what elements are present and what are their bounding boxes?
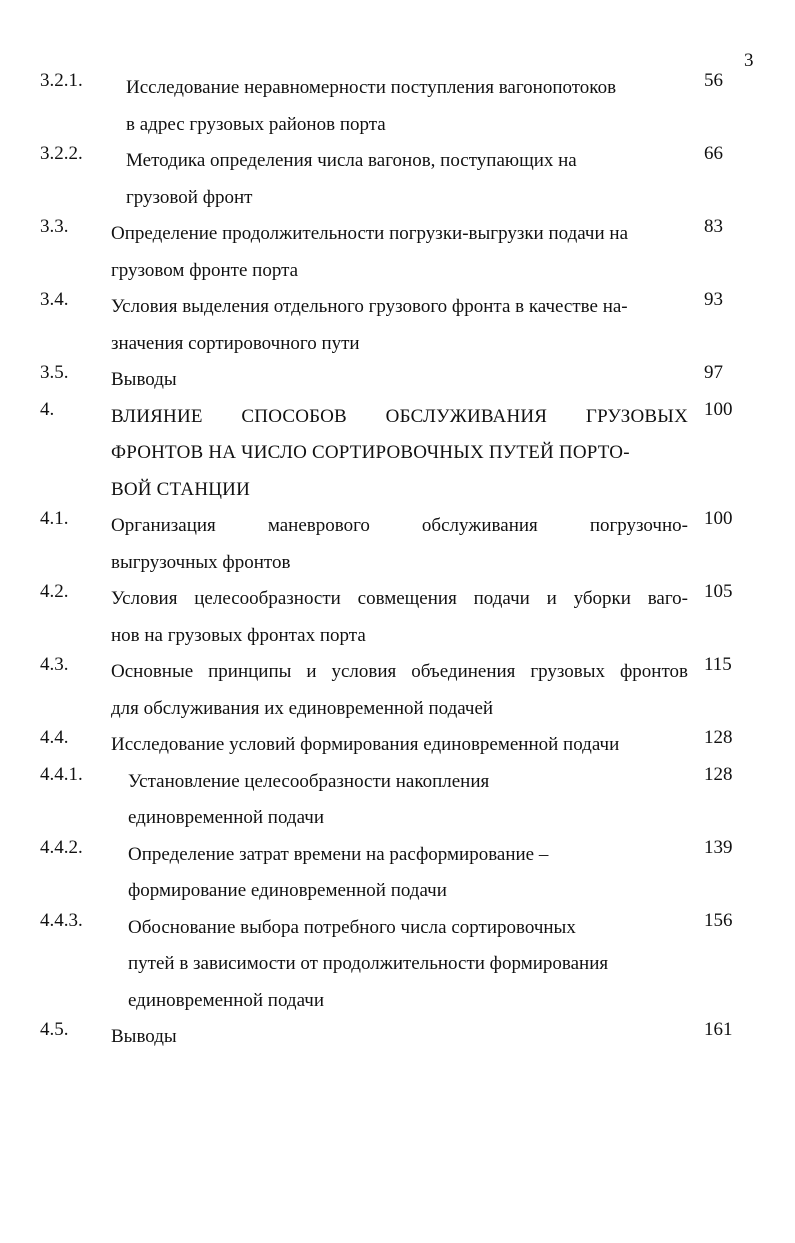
toc-entry-number: 4.: [40, 398, 55, 420]
toc-entry-number: 3.5.: [40, 362, 69, 383]
toc-entry-4-5: [0, 1019, 795, 1056]
toc-entry-line: Обоснование выбора потребного числа сортировочных: [128, 916, 576, 938]
toc-entry-page: 56: [704, 70, 723, 91]
toc-entry-3-4: [0, 289, 795, 362]
toc-entry-4-4-1: [0, 764, 795, 837]
toc-entry-number: 4.3.: [40, 654, 69, 675]
toc-entry-number: 4.2.: [40, 581, 69, 602]
toc-entry-line: Выводы: [111, 369, 177, 390]
toc-entry-3-5: [0, 362, 795, 399]
toc-entry-line: Исследование неравномерности поступления вагонопотоков: [126, 77, 617, 98]
toc-entry-number: 3.2.1.: [40, 70, 83, 91]
toc-entry-line: грузовом фронте порта: [111, 259, 299, 281]
toc-entry-page: 93: [704, 289, 723, 310]
toc-entry-4-3: [0, 654, 795, 727]
table-of-contents: [0, 70, 795, 1056]
toc-entry-3-2-1: [0, 70, 795, 143]
toc-entry-page: 97: [704, 362, 723, 383]
toc-entry-line: нов на грузовых фронтах порта: [111, 624, 366, 646]
toc-entry-3-3: [0, 216, 795, 289]
toc-entry-line: Организация маневрового обслуживания погрузочно-: [111, 515, 688, 536]
toc-entry-line: единовременной подачи: [128, 989, 324, 1011]
toc-entry-page: 100: [704, 508, 733, 529]
toc-entry-line: для обслуживания их единовременной подачей: [111, 697, 494, 719]
toc-entry-line: Установление целесообразности накопления: [128, 770, 490, 792]
toc-entry-4-4: [0, 727, 795, 764]
toc-entry-line: Методика определения числа вагонов, поступающих на: [126, 150, 577, 171]
page-number: 3: [744, 50, 754, 71]
toc-entry-line: Определение затрат времени на расформирование –: [128, 843, 549, 865]
toc-entry-number: 4.4.2.: [40, 836, 83, 858]
toc-entry-number: 3.3.: [40, 216, 69, 237]
toc-entry-4-4-3: [0, 910, 795, 1020]
toc-entry-line: ФРОНТОВ НА ЧИСЛО СОРТИРОВОЧНЫХ ПУТЕЙ ПОРТО-: [111, 442, 630, 463]
toc-entry-page: 115: [704, 654, 732, 675]
toc-entry-page: 139: [704, 836, 733, 858]
toc-entry-page: 128: [704, 727, 733, 748]
toc-entry-line: единовременной подачи: [128, 807, 324, 828]
toc-entry-page: 105: [704, 581, 733, 602]
toc-entry-line: Выводы: [111, 1026, 177, 1047]
toc-entry-page: 100: [704, 398, 733, 420]
toc-entry-number: 4.4.: [40, 727, 69, 748]
toc-entry-number: 4.4.1.: [40, 763, 83, 785]
toc-entry-line: выгрузочных фронтов: [111, 551, 291, 573]
toc-entry-line: путей в зависимости от продолжительности формирования: [128, 953, 609, 974]
toc-entry-line: ВЛИЯНИЕ СПОСОБОВ ОБСЛУЖИВАНИЯ ГРУЗОВЫХ: [111, 405, 688, 427]
toc-entry-page: 66: [704, 143, 723, 164]
toc-entry-line: Условия выделения отдельного грузового фронта в качестве на-: [111, 296, 628, 317]
toc-entry-page: 161: [704, 1019, 733, 1040]
toc-entry-line: в адрес грузовых районов порта: [126, 113, 386, 135]
toc-entry-page: 83: [704, 216, 723, 237]
toc-entry-line: Определение продолжительности погрузки-выгрузки подачи на: [111, 223, 629, 244]
toc-entry-number: 4.1.: [40, 508, 69, 529]
toc-entry-number: 4.5.: [40, 1019, 69, 1040]
toc-entry-number: 4.4.3.: [40, 909, 83, 931]
toc-entry-line: формирование единовременной подачи: [128, 880, 447, 901]
toc-entry-line: грузовой фронт: [126, 186, 253, 208]
toc-entry-4: [0, 399, 795, 509]
toc-entry-4-2: [0, 581, 795, 654]
toc-entry-4-1: [0, 508, 795, 581]
toc-entry-page: 156: [704, 909, 733, 931]
toc-entry-line: ВОЙ СТАНЦИИ: [111, 478, 251, 500]
toc-entry-page: 128: [704, 763, 733, 785]
toc-entry-line: Основные принципы и условия объединения грузовых фронтов: [111, 661, 688, 682]
toc-entry-number: 3.4.: [40, 289, 69, 310]
toc-entry-number: 3.2.2.: [40, 143, 83, 164]
toc-entry-4-4-2: [0, 837, 795, 910]
toc-entry-line: Условия целесообразности совмещения подачи и уборки ваго-: [111, 588, 688, 609]
toc-entry-line: значения сортировочного пути: [111, 332, 360, 354]
toc-entry-3-2-2: [0, 143, 795, 216]
toc-entry-line: Исследование условий формирования единовременной подачи: [111, 734, 620, 755]
